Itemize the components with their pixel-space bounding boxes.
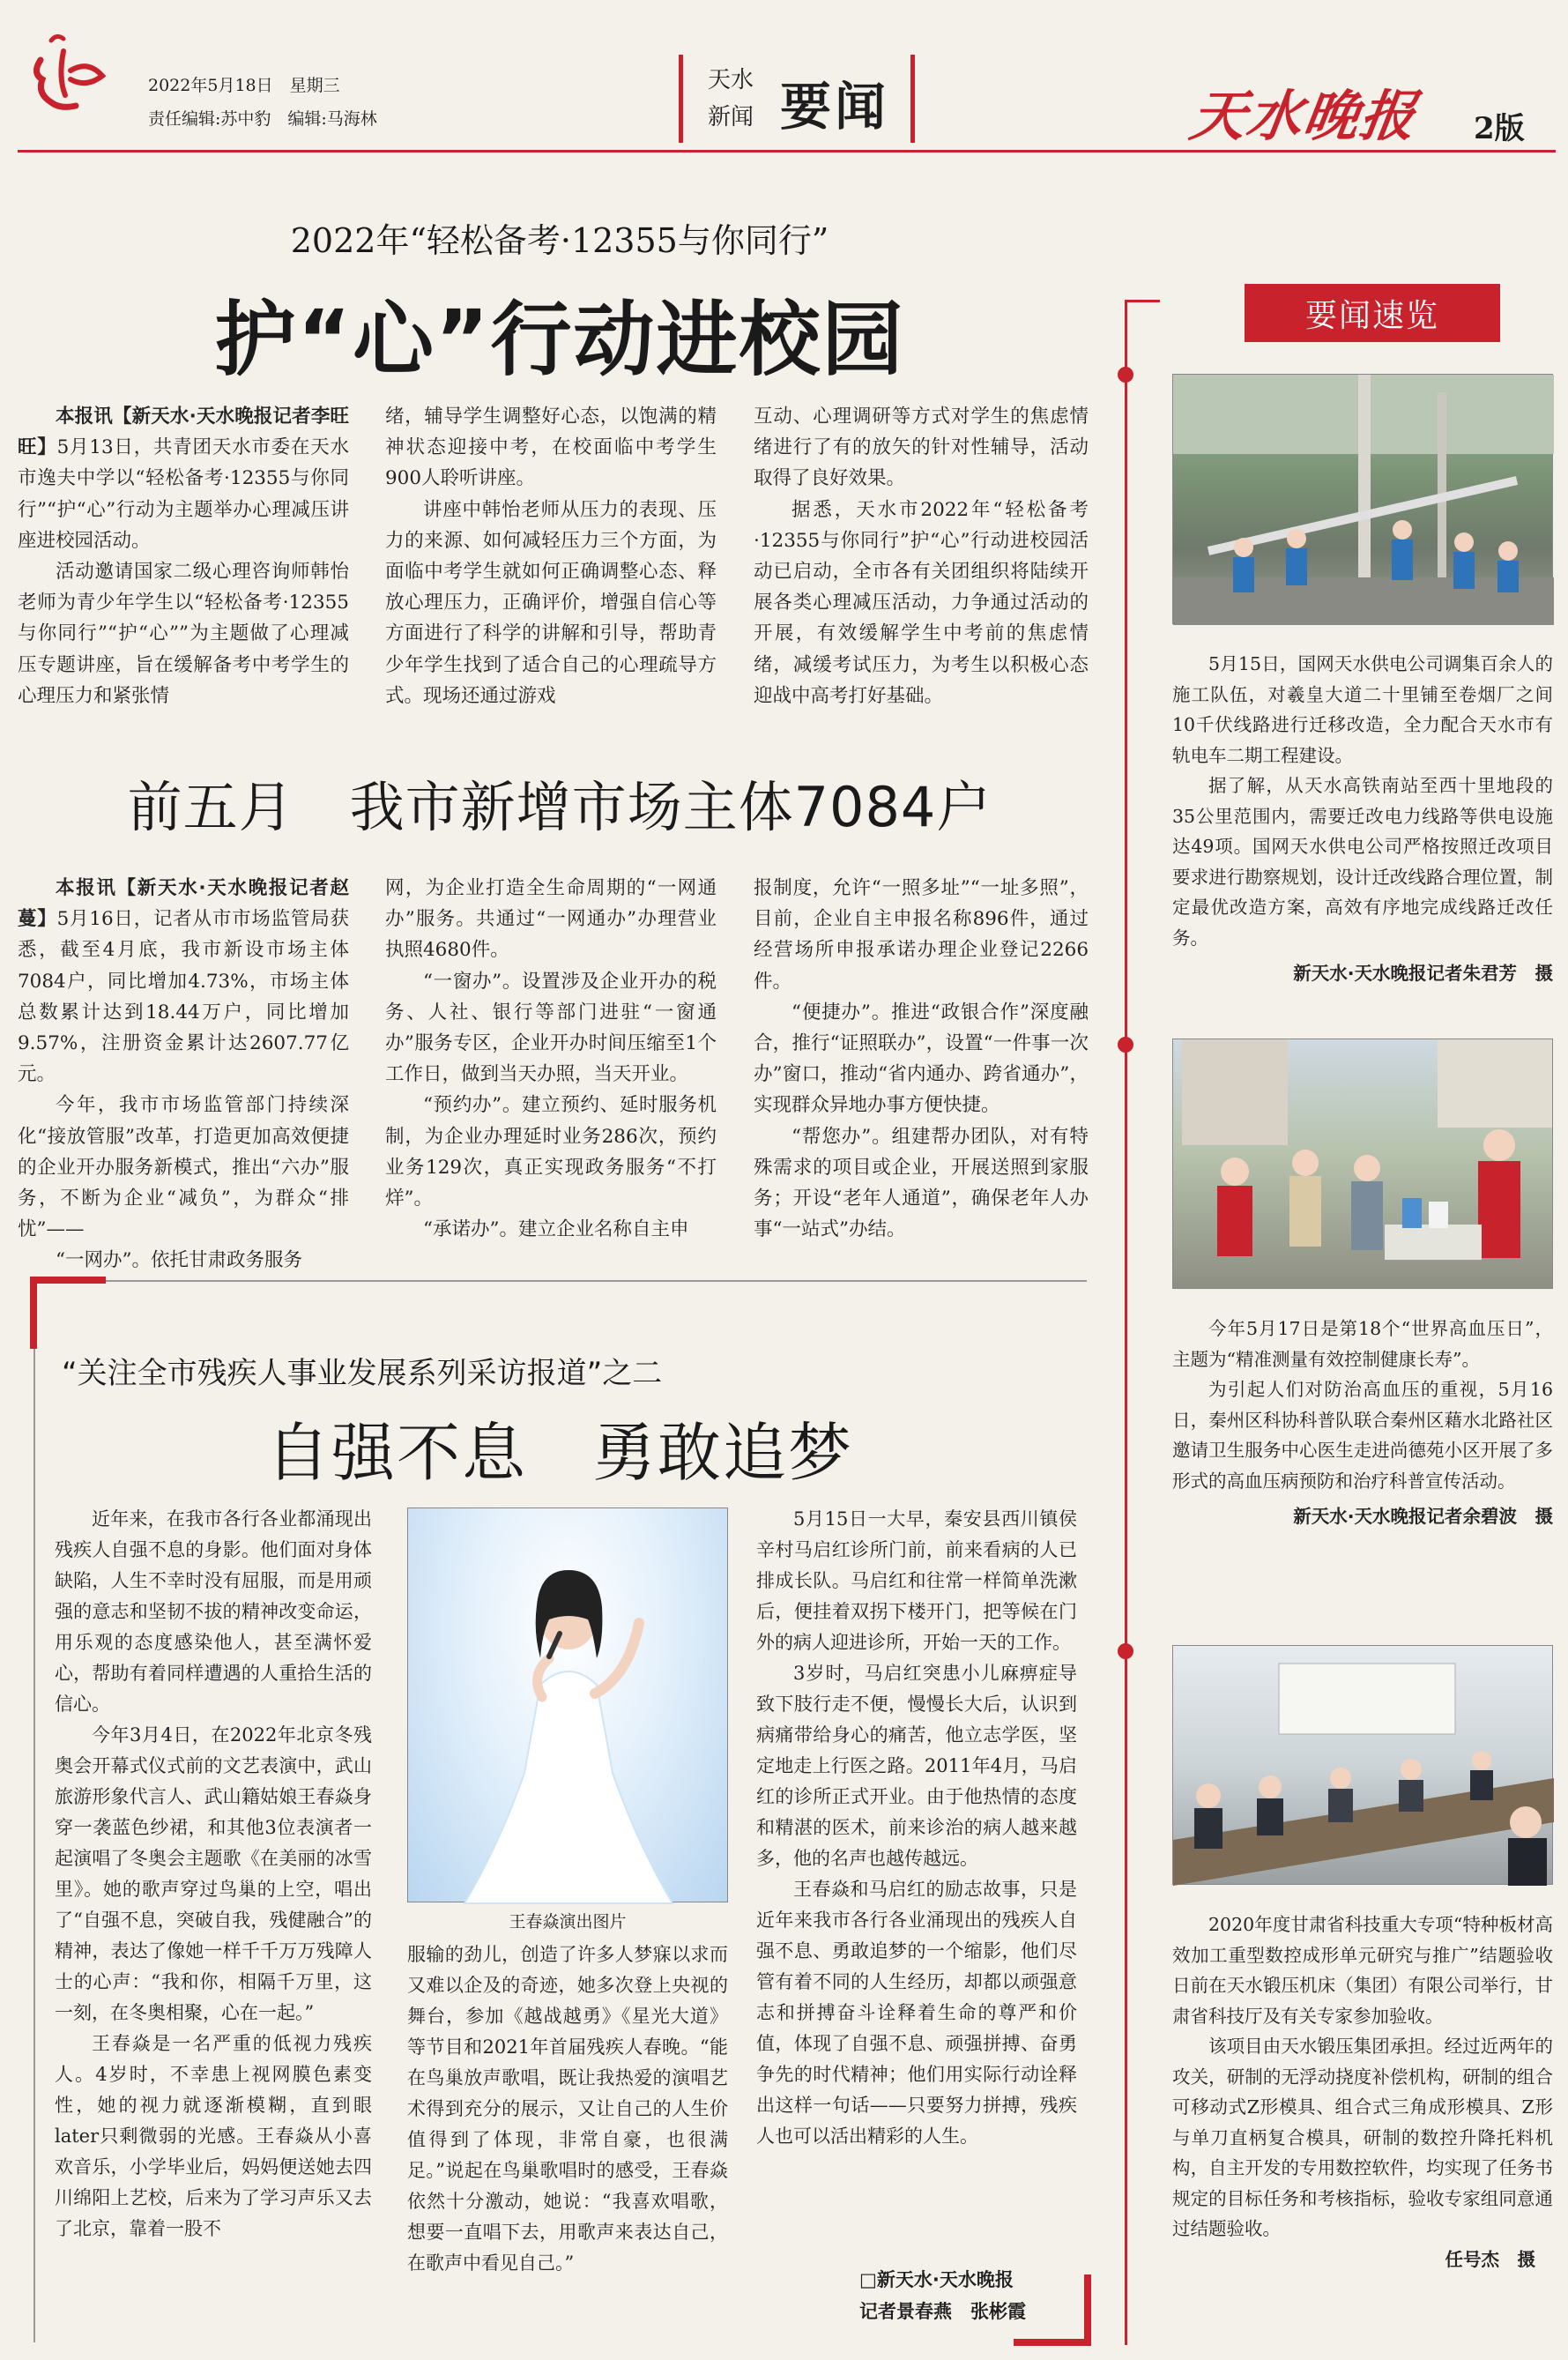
article3-col3-para1: 5月15日一大早，秦安县西川镇侯辛村马启红诊所门前，前来看病的人已排成长队。马启红和往常一样简单洗漱后，便挂着双拐下楼开门，把等候在门外的病人迎进诊所，开始一天的工作。 [756,1508,1077,1653]
article2-col2-para2: “一窗办”。设置涉及企业开办的税务、人社、银行等部门进驻“一窗通办”服务专区，企业开办时间压缩至1个工作日，做到当天办照，当天开业。 [385,970,717,1086]
sidebar-title: 要闻速览 [1304,297,1439,334]
article2-col2-para4: “承诺办”。建立企业名称自主申 [423,1218,689,1241]
masthead-rule [18,150,1556,153]
sidebar-item2-para1: 今年5月17日是第18个“世界高血压日”，主题为“精准测量有效控制健康长寿”。 [1172,1318,1553,1370]
article1-col1-text: 5月13日，共青团天水市委在天水市逸夫中学以“轻松备考·12355与你同行”“护“心”行动为主题举办心理减压讲座进校园活动。 [18,436,349,552]
sidebar-item3-para2: 该项目由天水锻压集团承担。经过近两年的攻关，研制的无浮动挠度补偿机构，研制的组合可移动式Z形模具、组合式三角成形模具、Z形与单刀直柄复合模具，研制的数控升降托料机构，自主开发的专用数控软件，均实现了任务书规定的目标任务和考核指标，验收专家组同意通过结题验收。 [1172,2036,1553,2239]
article3-col2 [407,1939,728,2337]
article1-kicker: 2022年“轻松备考·12355与你同行” [290,221,829,260]
newspaper-logo [25,25,113,130]
article1-col1-para2: 活动邀请国家二级心理咨询师韩怡老师为青少年学生以“轻松备考·12355与你同行”“护“心””为主题做了心理减压专题讲座，旨在缓解备考中考学生的心理压力和紧张情 [18,561,349,707]
article2-col3-para3: “帮您办”。组建帮办团队，对有特殊需求的项目或企业，开展送照到家服务；开设“老年人通道”，确保老年人办事“一站式”办结。 [754,1125,1089,1241]
feature-frame-top [33,1280,1087,1282]
article3-byline [859,2264,1026,2327]
article1-col3-para2: 据悉，天水市2022年“轻松备考·12355与你同行”护“心”行动进校园活动已启动，全市各有关团组织将陆续开展各类心理减压活动，力争通过活动的开展，有效缓解学生中考前的焦虑情绪，减缓考试压力，为考生以积极心态迎战中高考打好基础。 [754,498,1089,707]
sidebar-dot-1 [1118,367,1133,383]
feature-corner-right [1084,2274,1091,2346]
article2-col1-para2: 今年，我市市场监管部门持续深化“接放管服”改革，打造更加高效便捷的企业开办服务新模式，推出“六办”服务，不断为企业“减负”，为群众“排忧”—— [18,1094,349,1241]
article1-col1 [18,401,349,727]
feature-corner-top [33,1277,106,1284]
article3-byline-line2: 记者景春燕 张彬霞 [859,2301,1026,2322]
sidebar-item3-para1: 2020年度甘肃省科技重大专项“特种板材高效加工重型数控成形单元研究与推广”结题验收日前在天水锻压机床（集团）有限公司举行，甘肃省科技厅及有关专家参加验收。 [1172,1914,1553,2027]
section-box [679,55,915,143]
health-outreach-photo [1172,1039,1553,1289]
article3-col3-para2: 3岁时，马启红突患小儿麻痹症导致下肢行走不便，慢慢长大后，认识到病痛带给身心的痛苦，他立志学医，坚定地走上行医之路。2011年4月，马启红的诊所正式开业。由于他热情的态度和精湛的医术，前来诊治的病人越来越多，他的名声也越传越远。 [756,1663,1077,1869]
article3-col1 [55,1504,372,2337]
sidebar-item1-text [1172,649,1553,984]
article2-col2-para3: “预约办”。建立预约、延时服务机制，为企业办理延时业务286次，预约业务129次，真正实现政务服务“不打烊”。 [385,1094,717,1210]
article3-col1-para2: 今年3月4日，在2022年北京冬残奥会开幕式仪式前的文艺表演中，武山旅游形象代言人、武山籍姑娘王春焱身穿一袭蓝色纱裙，和其他3位表演者一起演唱了冬奥会主题歌《在美丽的冰雪里》。她的歌声穿过鸟巢的上空，唱出了“自强不息，突破自我，残健融合”的精神，表达了像她一样千千万万残障人士的心声：“我和你，相隔千万里，这一刻，在冬奥相聚，心在一起。” [55,1724,372,2023]
sidebar-item1-para2: 据了解，从天水高铁南站至西十里地段的35公里范围内，需要迁改电力线路等供电设施达49项。国网天水供电公司严格按照迁改项目要求进行勘察规划，设计迁改线路合理位置，制定最优改造方案，高效有序地完成线路迁改任务。 [1172,775,1553,949]
sidebar-item3-text [1172,1910,1553,2350]
article2-col2 [385,873,717,1254]
article1-col2 [385,401,717,727]
article1-col2-para2: 讲座中韩怡老师从压力的表现、压力的来源、如何减轻压力三个方面，为面临中考学生就如何正确调整心态、释放心理压力，正确评价，增强自信心等方面进行了科学的讲解和引导，帮助青少年学生找到了适合自己的心理疏导方式。现场还通过游戏 [385,498,717,707]
page-number: 2版 [1474,111,1525,146]
section-small-bottom: 新闻 [708,104,754,130]
sidebar-item2-para2: 为引起人们对防治高血压的重视，5月16日，秦州区科协科普队联合秦州区藉水北路社区邀请卫生服务中心医生走进尚德苑小区开展了多形式的高血压病预防和治疗科普宣传活动。 [1172,1379,1553,1492]
issue-date: 2022年5月18日 星期三 [148,76,340,95]
article1-headline: 护“心”行动进校园 [214,293,905,387]
article2-col3-para2: “便捷办”。推进“政银合作”深度融合，推行“证照联办”，设置“一件事一次办”窗口，推动“省内通办、跨省通办”，实现群众异地办事方便快捷。 [754,1001,1089,1117]
sidebar-item3-credit: 任号杰 摄 [1445,2248,1535,2270]
article1-col3 [754,401,1089,727]
project-meeting-photo [1172,1645,1553,1885]
singer-photo [407,1508,728,1902]
article2-byline: 本报讯【新天水·天水晚报记者赵蔓】 [18,877,349,931]
article1-byline: 本报讯【新天水·天水晚报记者李旺旺】 [18,406,349,459]
sidebar-item2-credit: 新天水·天水晚报记者余碧波 摄 [1293,1506,1553,1527]
sidebar-rule-left [1125,300,1127,2345]
paper-name: 天水晚报 [1186,84,1422,148]
feature-corner-left [30,1277,37,1349]
article2-col2-text: 网，为企业打造全生命周期的“一网通办”服务。共通过“一网通办”办理营业执照4680件。 [385,877,717,962]
power-line-photo [1172,374,1553,624]
article3-headline: 自强不息 勇敢追梦 [265,1416,853,1490]
editor-credits: 责任编辑:苏中豹 编辑:马海林 [148,109,377,129]
feature-corner-bottom [1014,2339,1091,2346]
sidebar-dot-2 [1118,1037,1133,1053]
article3-byline-line1: □新天水·天水晚报 [859,2269,1014,2290]
article2-col1 [18,873,349,1272]
sidebar-dot-3 [1118,1643,1133,1659]
article2-col3 [754,873,1089,1254]
article3-col3 [756,1504,1077,2271]
article3-col2-text: 服输的劲儿，创造了许多人梦寐以求而又难以企及的奇迹，她多次登上央视的舞台，参加《越战越勇》《星光大道》等节目和2021年首届残疾人春晚。“能在鸟巢放声歌唱，既让我热爱的演唱艺术得到充分的展示，又让自己的人生价值得到了体现，非常自豪，也很满足。”说起在鸟巢歌唱时的感受，王春焱依然十分激动，她说：“我喜欢唱歌，想要一直唱下去，用歌声来表达自己，在歌声中看见自己。” [407,1944,728,2274]
article1-col2-text: 绪，辅导学生调整好心态，以饱满的精神状态迎接中考，在校面临中考学生900人聆听讲座。 [385,406,717,490]
article2-col1-para3: “一网办”。依托甘肃政务服务 [56,1249,302,1272]
section-title: 要闻 [780,77,890,137]
sidebar-item1-credit: 新天水·天水晚报记者朱君芳 摄 [1293,963,1553,984]
article1-col3-text: 互动、心理调研等方式对学生的焦虑情绪进行了有的放矢的针对性辅导，活动取得了良好效果。 [754,406,1089,490]
article3-col1-para3: 王春焱是一名严重的低视力残疾人。4岁时，不幸患上视网膜色素变性，她的视力就逐渐模糊，直到眼later只剩微弱的光感。王春焱从小喜欢音乐，小学毕业后，妈妈便送她去四川绵阳上艺校，后来为了学习声乐又去了北京，靠着一股不 [55,2033,372,2239]
section-small-top: 天水 [708,67,754,93]
article3-kicker: “关注全市残疾人事业发展系列采访报道”之二 [62,1356,663,1391]
article2-col1-text: 5月16日，记者从市市场监管局获悉，截至4月底，我市新设市场主体7084户，同比增加4.73%，市场主体总数累计达到18.44万户，同比增加9.57%，注册资金累计达2607.77亿元。 [18,908,349,1086]
sidebar-item2-text [1172,1314,1553,1604]
article2-headline: 前五月 我市新增市场主体7084户 [127,775,992,839]
sidebar-rule-top [1125,300,1160,302]
sidebar-item1-para1: 5月15日，国网天水供电公司调集百余人的施工队伍，对羲皇大道二十里铺至卷烟厂之间10千伏线路进行迁移改造，全力配合天水市有轨电车二期工程建设。 [1172,653,1553,766]
sidebar-title-bar [1245,284,1500,342]
singer-photo-caption: 王春焱演出图片 [509,1912,627,1932]
article3-col1-para1: 近年来，在我市各行各业都涌现出残疾人自强不息的身影。他们面对身体缺陷，人生不幸时没有屈服，而是用顽强的意志和坚韧不拔的精神改变命运，用乐观的态度感染他人，甚至满怀爱心，帮助有着同样遭遇的人重拾生活的信心。 [55,1508,372,1715]
article3-col3-para3: 王春焱和马启红的励志故事，只是近年来我市各行各业涌现出的残疾人自强不息、勇敢追梦的一个缩影，他们尽管有着不同的人生经历，却都以顽强意志和拼搏奋斗诠释着生命的尊严和价值，体现了自强不息、顽强拼搏、奋勇争先的时代精神；他们用实际行动诠释出这样一句话——只要努力拼搏，残疾人也可以活出精彩的人生。 [756,1879,1077,2147]
article2-col3-text: 报制度，允许“一照多址”“一址多照”，目前，企业自主申报名称896件，通过经营场所申报承诺办理企业登记2266件。 [754,877,1089,993]
